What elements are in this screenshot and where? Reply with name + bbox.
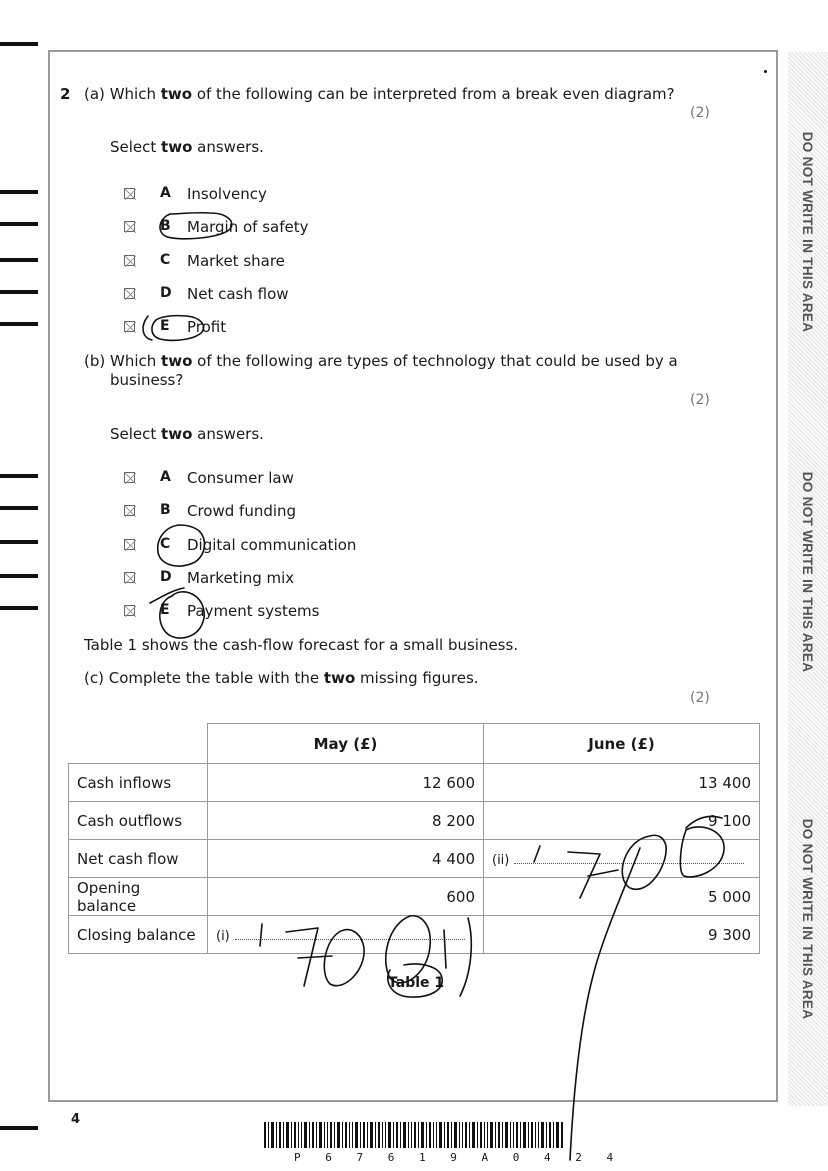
bracket-mark	[143, 316, 152, 340]
option-text: Net cash flow	[187, 285, 289, 303]
margin-warning-top: DO NOT WRITE IN THIS AREA	[800, 131, 815, 333]
margin-warning-middle: DO NOT WRITE IN THIS AREA	[800, 471, 815, 673]
table-intro: Table 1 shows the cash-flow forecast for a small business.	[84, 636, 519, 654]
option-letter: B	[160, 218, 171, 234]
option-text: Profit	[187, 318, 227, 336]
cell-june: 13 400	[484, 764, 760, 802]
option-letter: A	[160, 185, 171, 201]
option-text: Consumer law	[187, 469, 294, 487]
option-letter: A	[160, 469, 171, 485]
option-text: Digital communication	[187, 536, 357, 554]
cell-june-answer-ii[interactable]: (ii)	[484, 840, 760, 878]
option-letter: E	[160, 318, 170, 334]
table-caption: Table 1	[388, 975, 445, 991]
header-june: June (£)	[484, 724, 760, 764]
option-letter: B	[160, 502, 171, 518]
margin-warning-bottom: DO NOT WRITE IN THIS AREA	[800, 818, 815, 1020]
option-text: Insolvency	[187, 185, 267, 203]
question-number: 2	[60, 85, 71, 103]
option-text: Market share	[187, 252, 285, 270]
part-a-marks: (2)	[690, 105, 710, 121]
row-label: Closing balance	[69, 916, 208, 954]
part-c-marks: (2)	[690, 690, 710, 706]
circle-mark	[388, 964, 445, 997]
part-a-question: (a) Which two of the following can be interpreted from a break even diagram?	[84, 85, 675, 103]
circle-mark	[158, 525, 205, 566]
cell-may: 8 200	[208, 802, 484, 840]
cell-may: 600	[208, 878, 484, 916]
part-b-question: (b) Which two of the following are types of technology that could be used by a business?	[84, 352, 678, 389]
barcode-text: P 6 7 6 1 9 A 0 4 2 4	[294, 1151, 623, 1164]
part-a-instruction: Select two answers.	[110, 138, 264, 156]
option-text: Payment systems	[187, 602, 320, 620]
cell-may: 4 400	[208, 840, 484, 878]
handwritten-answer-ii	[534, 816, 724, 898]
row-label: Cash inflows	[69, 764, 208, 802]
option-letter: D	[160, 285, 172, 301]
option-letter: D	[160, 569, 172, 585]
handwritten-answer-i	[260, 916, 471, 996]
cell-may-answer-i[interactable]: (i)	[208, 916, 484, 954]
page-number: 4	[71, 1112, 81, 1127]
pen-stroke	[570, 848, 640, 1160]
row-label: Cash outflows	[69, 802, 208, 840]
option-text: Crowd funding	[187, 502, 297, 520]
part-b-marks: (2)	[690, 392, 710, 408]
option-letter: C	[160, 252, 171, 268]
row-label: Opening balance	[69, 878, 208, 916]
stroke-mark	[150, 588, 184, 603]
circle-mark	[160, 213, 232, 239]
circle-mark	[152, 316, 204, 341]
header-may: May (£)	[208, 724, 484, 764]
cell-june: 9 300	[484, 916, 760, 954]
cell-june: 5 000	[484, 878, 760, 916]
cell-may: 12 600	[208, 764, 484, 802]
part-b-instruction: Select two answers.	[110, 425, 264, 443]
option-text: Marketing mix	[187, 569, 295, 587]
option-letter: E	[160, 602, 170, 618]
part-c-question: (c) Complete the table with the two missing figures.	[84, 669, 479, 687]
option-text: Margin of safety	[187, 218, 309, 236]
cell-june: 9 100	[484, 802, 760, 840]
row-label: Net cash flow	[69, 840, 208, 878]
option-letter: C	[160, 536, 171, 552]
circle-mark	[160, 592, 204, 638]
